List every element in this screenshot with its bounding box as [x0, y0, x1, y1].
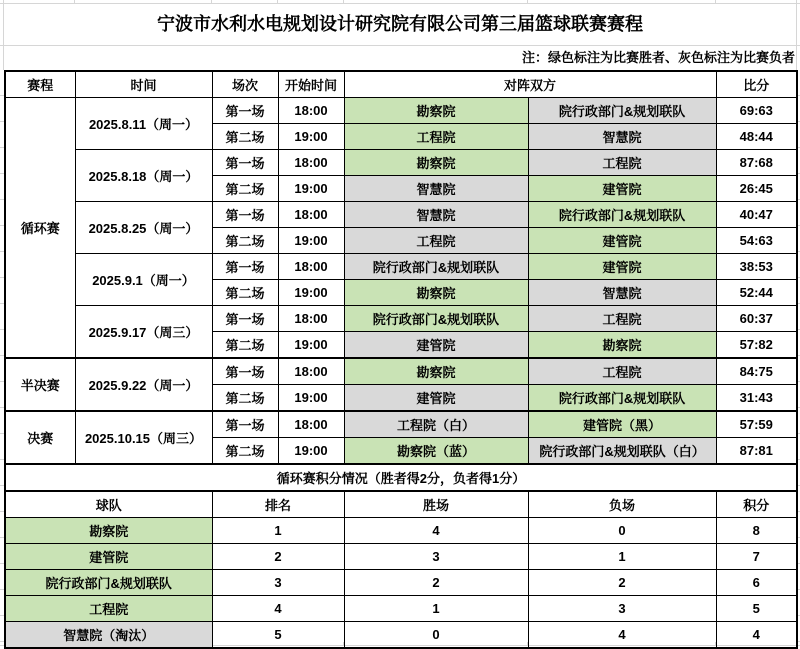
stage-cell: 决赛 [5, 411, 75, 464]
team-cell: 工程院 [528, 358, 716, 385]
header-rank: 排名 [212, 491, 344, 518]
losses-cell: 4 [528, 622, 716, 649]
standings-header-row [5, 491, 797, 518]
header-points: 积分 [716, 491, 797, 518]
score-cell: 54:63 [716, 228, 797, 254]
match-row [5, 150, 797, 176]
match-row [5, 306, 797, 332]
standings-row [5, 622, 797, 649]
match-row [5, 254, 797, 280]
match-row [5, 202, 797, 228]
team-cell: 工程院（白） [344, 411, 528, 438]
team-cell: 智慧院 [344, 176, 528, 202]
rank-cell: 5 [212, 622, 344, 649]
standings-row [5, 596, 797, 622]
rank-cell: 2 [212, 544, 344, 570]
team-cell: 智慧院 [344, 202, 528, 228]
start-time-cell: 18:00 [278, 306, 344, 332]
start-time-cell: 18:00 [278, 411, 344, 438]
start-time-cell: 18:00 [278, 98, 344, 124]
date-cell: 2025.9.17（周三） [75, 306, 212, 359]
standings-row [5, 544, 797, 570]
header-start-time: 开始时间 [278, 71, 344, 98]
stage-cell: 半决赛 [5, 358, 75, 411]
team-cell: 院行政部门&规划联队 [528, 98, 716, 124]
date-cell: 2025.8.25（周一） [75, 202, 212, 254]
points-cell: 6 [716, 570, 797, 596]
team-cell: 智慧院 [528, 280, 716, 306]
start-time-cell: 19:00 [278, 332, 344, 359]
losses-cell: 3 [528, 596, 716, 622]
date-cell: 2025.10.15（周三） [75, 411, 212, 464]
header-team: 球队 [5, 491, 212, 518]
team-cell: 勘察院 [5, 518, 212, 544]
score-cell: 48:44 [716, 124, 797, 150]
wins-cell: 2 [344, 570, 528, 596]
session-cell: 第二场 [212, 124, 278, 150]
start-time-cell: 19:00 [278, 280, 344, 306]
session-cell: 第二场 [212, 332, 278, 359]
start-time-cell: 19:00 [278, 438, 344, 465]
header-session: 场次 [212, 71, 278, 98]
team-cell: 建管院 [528, 176, 716, 202]
start-time-cell: 19:00 [278, 124, 344, 150]
page-title: 宁波市水利水电规划设计研究院有限公司第三届篮球联赛赛程 [157, 14, 643, 34]
rank-cell: 1 [212, 518, 344, 544]
team-cell: 院行政部门&规划联队 [528, 202, 716, 228]
points-cell: 5 [716, 596, 797, 622]
session-cell: 第二场 [212, 438, 278, 465]
start-time-cell: 18:00 [278, 150, 344, 176]
team-cell: 建管院（黑） [528, 411, 716, 438]
session-cell: 第一场 [212, 358, 278, 385]
team-cell: 勘察院 [344, 358, 528, 385]
points-cell: 4 [716, 622, 797, 649]
team-cell: 工程院 [5, 596, 212, 622]
session-cell: 第一场 [212, 98, 278, 124]
wins-cell: 4 [344, 518, 528, 544]
score-cell: 60:37 [716, 306, 797, 332]
schedule-header-row [5, 71, 797, 98]
team-cell: 勘察院（蓝） [344, 438, 528, 465]
team-cell: 院行政部门&规划联队 [528, 385, 716, 412]
date-cell: 2025.8.11（周一） [75, 98, 212, 150]
score-cell: 26:45 [716, 176, 797, 202]
date-cell: 2025.9.22（周一） [75, 358, 212, 411]
start-time-cell: 19:00 [278, 228, 344, 254]
losses-cell: 0 [528, 518, 716, 544]
session-cell: 第一场 [212, 202, 278, 228]
team-cell: 院行政部门&规划联队 [344, 306, 528, 332]
score-cell: 69:63 [716, 98, 797, 124]
team-cell: 建管院 [344, 385, 528, 412]
legend-note: 注：绿色标注为比赛胜者、灰色标注为比赛负者 [521, 50, 795, 65]
session-cell: 第一场 [212, 306, 278, 332]
stage-cell: 循环赛 [5, 98, 75, 359]
score-cell: 40:47 [716, 202, 797, 228]
standings-row [5, 518, 797, 544]
points-cell: 7 [716, 544, 797, 570]
score-cell: 38:53 [716, 254, 797, 280]
wins-cell: 3 [344, 544, 528, 570]
team-cell: 工程院 [528, 150, 716, 176]
score-cell: 57:82 [716, 332, 797, 359]
date-cell: 2025.9.1（周一） [75, 254, 212, 306]
score-cell: 31:43 [716, 385, 797, 412]
team-cell: 智慧院（淘汰） [5, 622, 212, 649]
header-score: 比分 [716, 71, 797, 98]
team-cell: 建管院 [528, 254, 716, 280]
header-wins: 胜场 [344, 491, 528, 518]
start-time-cell: 18:00 [278, 358, 344, 385]
score-cell: 87:81 [716, 438, 797, 465]
team-cell: 工程院 [528, 306, 716, 332]
score-cell: 87:68 [716, 150, 797, 176]
team-cell: 建管院 [528, 228, 716, 254]
team-cell: 勘察院 [528, 332, 716, 359]
header-losses: 负场 [528, 491, 716, 518]
session-cell: 第二场 [212, 385, 278, 412]
wins-cell: 1 [344, 596, 528, 622]
losses-cell: 2 [528, 570, 716, 596]
match-row [5, 411, 797, 438]
rank-cell: 3 [212, 570, 344, 596]
date-cell: 2025.8.18（周一） [75, 150, 212, 202]
session-cell: 第二场 [212, 280, 278, 306]
schedule-table [4, 70, 798, 649]
start-time-cell: 19:00 [278, 385, 344, 412]
match-row [5, 358, 797, 385]
team-cell: 工程院 [344, 228, 528, 254]
score-cell: 52:44 [716, 280, 797, 306]
header-matchup: 对阵双方 [344, 71, 716, 98]
score-cell: 57:59 [716, 411, 797, 438]
team-cell: 院行政部门&规划联队 [5, 570, 212, 596]
standings-title: 循环赛积分情况（胜者得2分，负者得1分） [5, 464, 797, 491]
header-date: 时间 [75, 71, 212, 98]
header-stage: 赛程 [5, 71, 75, 98]
team-cell: 建管院 [5, 544, 212, 570]
team-cell: 院行政部门&规划联队（白） [528, 438, 716, 465]
standings-title-row [5, 464, 797, 491]
rank-cell: 4 [212, 596, 344, 622]
session-cell: 第一场 [212, 150, 278, 176]
points-cell: 8 [716, 518, 797, 544]
team-cell: 勘察院 [344, 150, 528, 176]
team-cell: 勘察院 [344, 98, 528, 124]
losses-cell: 1 [528, 544, 716, 570]
start-time-cell: 18:00 [278, 202, 344, 228]
session-cell: 第一场 [212, 254, 278, 280]
start-time-cell: 18:00 [278, 254, 344, 280]
team-cell: 院行政部门&规划联队 [344, 254, 528, 280]
session-cell: 第二场 [212, 176, 278, 202]
session-cell: 第二场 [212, 228, 278, 254]
team-cell: 智慧院 [528, 124, 716, 150]
session-cell: 第一场 [212, 411, 278, 438]
team-cell: 工程院 [344, 124, 528, 150]
start-time-cell: 19:00 [278, 176, 344, 202]
score-cell: 84:75 [716, 358, 797, 385]
standings-row [5, 570, 797, 596]
team-cell: 勘察院 [344, 280, 528, 306]
team-cell: 建管院 [344, 332, 528, 359]
match-row [5, 98, 797, 124]
wins-cell: 0 [344, 622, 528, 649]
